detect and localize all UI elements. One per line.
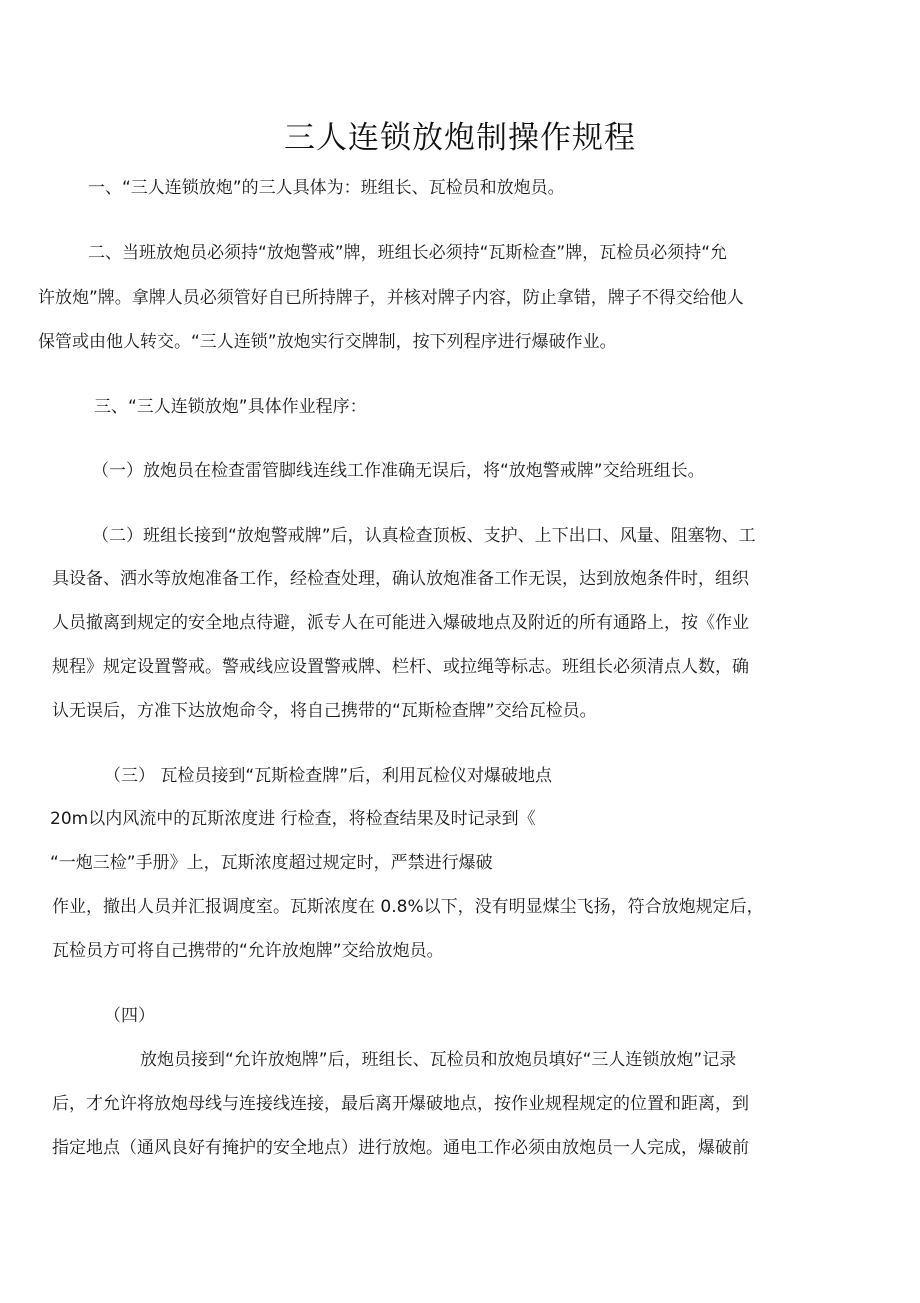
step-2-line-5: 认无误后，方准下达放炮命令，将自己携带的“瓦斯检查牌”交给瓦检员。: [52, 701, 597, 721]
section-2-line-2: 许放炮”牌。拿牌人员必须管好自已所持牌子，并核对牌子内容，防止拿错，牌子不得交给他人: [38, 288, 744, 308]
step-4-line-2: 后，才允许将放炮母线与连接线连接，最后离开爆破地点，按作业规程规定的位置和距离，到: [52, 1094, 749, 1114]
section-1-line: 一、“三人连锁放炮”的三人具体为：班组长、瓦检员和放炮员。: [88, 178, 565, 198]
step-3-line-2: 20m以内风流中的瓦斯浓度进 行检查，将检查结果及时记录到《: [50, 809, 536, 829]
section-2-line-1: 二、当班放炮员必须持“放炮警戒”牌，班组长必须持“瓦斯检查”牌，瓦检员必须持“允: [88, 243, 728, 263]
step-3-line-4: 作业，撤出人员并汇报调度室。瓦斯浓度在 0.8%以下，没有明显煤尘飞扬，符合放炮规定后，: [52, 897, 764, 917]
section-3-heading: 三、“三人连锁放炮”具体作业程序：: [94, 397, 367, 417]
step-3-line-1: （三） 瓦检员接到“瓦斯检查牌”后，利用瓦检仪对爆破地点: [104, 766, 553, 786]
step-4-line-1: 放炮员接到“允许放炮牌”后，班组长、瓦检员和放炮员填好“三人连锁放炮”记录: [140, 1050, 737, 1070]
document-title: 三人连锁放炮制操作规程: [284, 120, 636, 156]
step-2-line-2: 具设备、洒水等放炮准备工作，经检查处理，确认放炮准备工作无误，达到放炮条件时，组织: [52, 569, 749, 589]
step-2-line-1: （二）班组长接到“放炮警戒牌”后，认真检查顶板、支护、上下出口、风量、阻塞物、工: [92, 526, 756, 546]
step-1-line: （一）放炮员在检查雷管脚线连线工作准确无误后，将“放炮警戒牌”交给班组长。: [92, 461, 705, 481]
step-3-line-5: 瓦检员方可将自己携带的“允许放炮牌”交给放炮员。: [52, 941, 444, 961]
step-3-line-3: “一炮三检”手册》上，瓦斯浓度超过规定时，严禁进行爆破: [50, 853, 493, 873]
step-4-label: （四）: [104, 1006, 155, 1026]
step-2-line-4: 规程》规定设置警戒。警戒线应设置警戒牌、栏杆、或拉绳等标志。班组长必须清点人数，确: [52, 657, 749, 677]
section-2-line-3: 保管或由他人转交。“三人连锁”放炮实行交牌制，按下列程序进行爆破作业。: [38, 332, 617, 352]
step-4-line-3: 指定地点（通风良好有掩护的安全地点）进行放炮。通电工作必须由放炮员一人完成，爆破前: [52, 1138, 749, 1158]
step-2-line-3: 人员撤离到规定的安全地点待避，派专人在可能进入爆破地点及附近的所有通路上，按《作业: [52, 613, 749, 633]
